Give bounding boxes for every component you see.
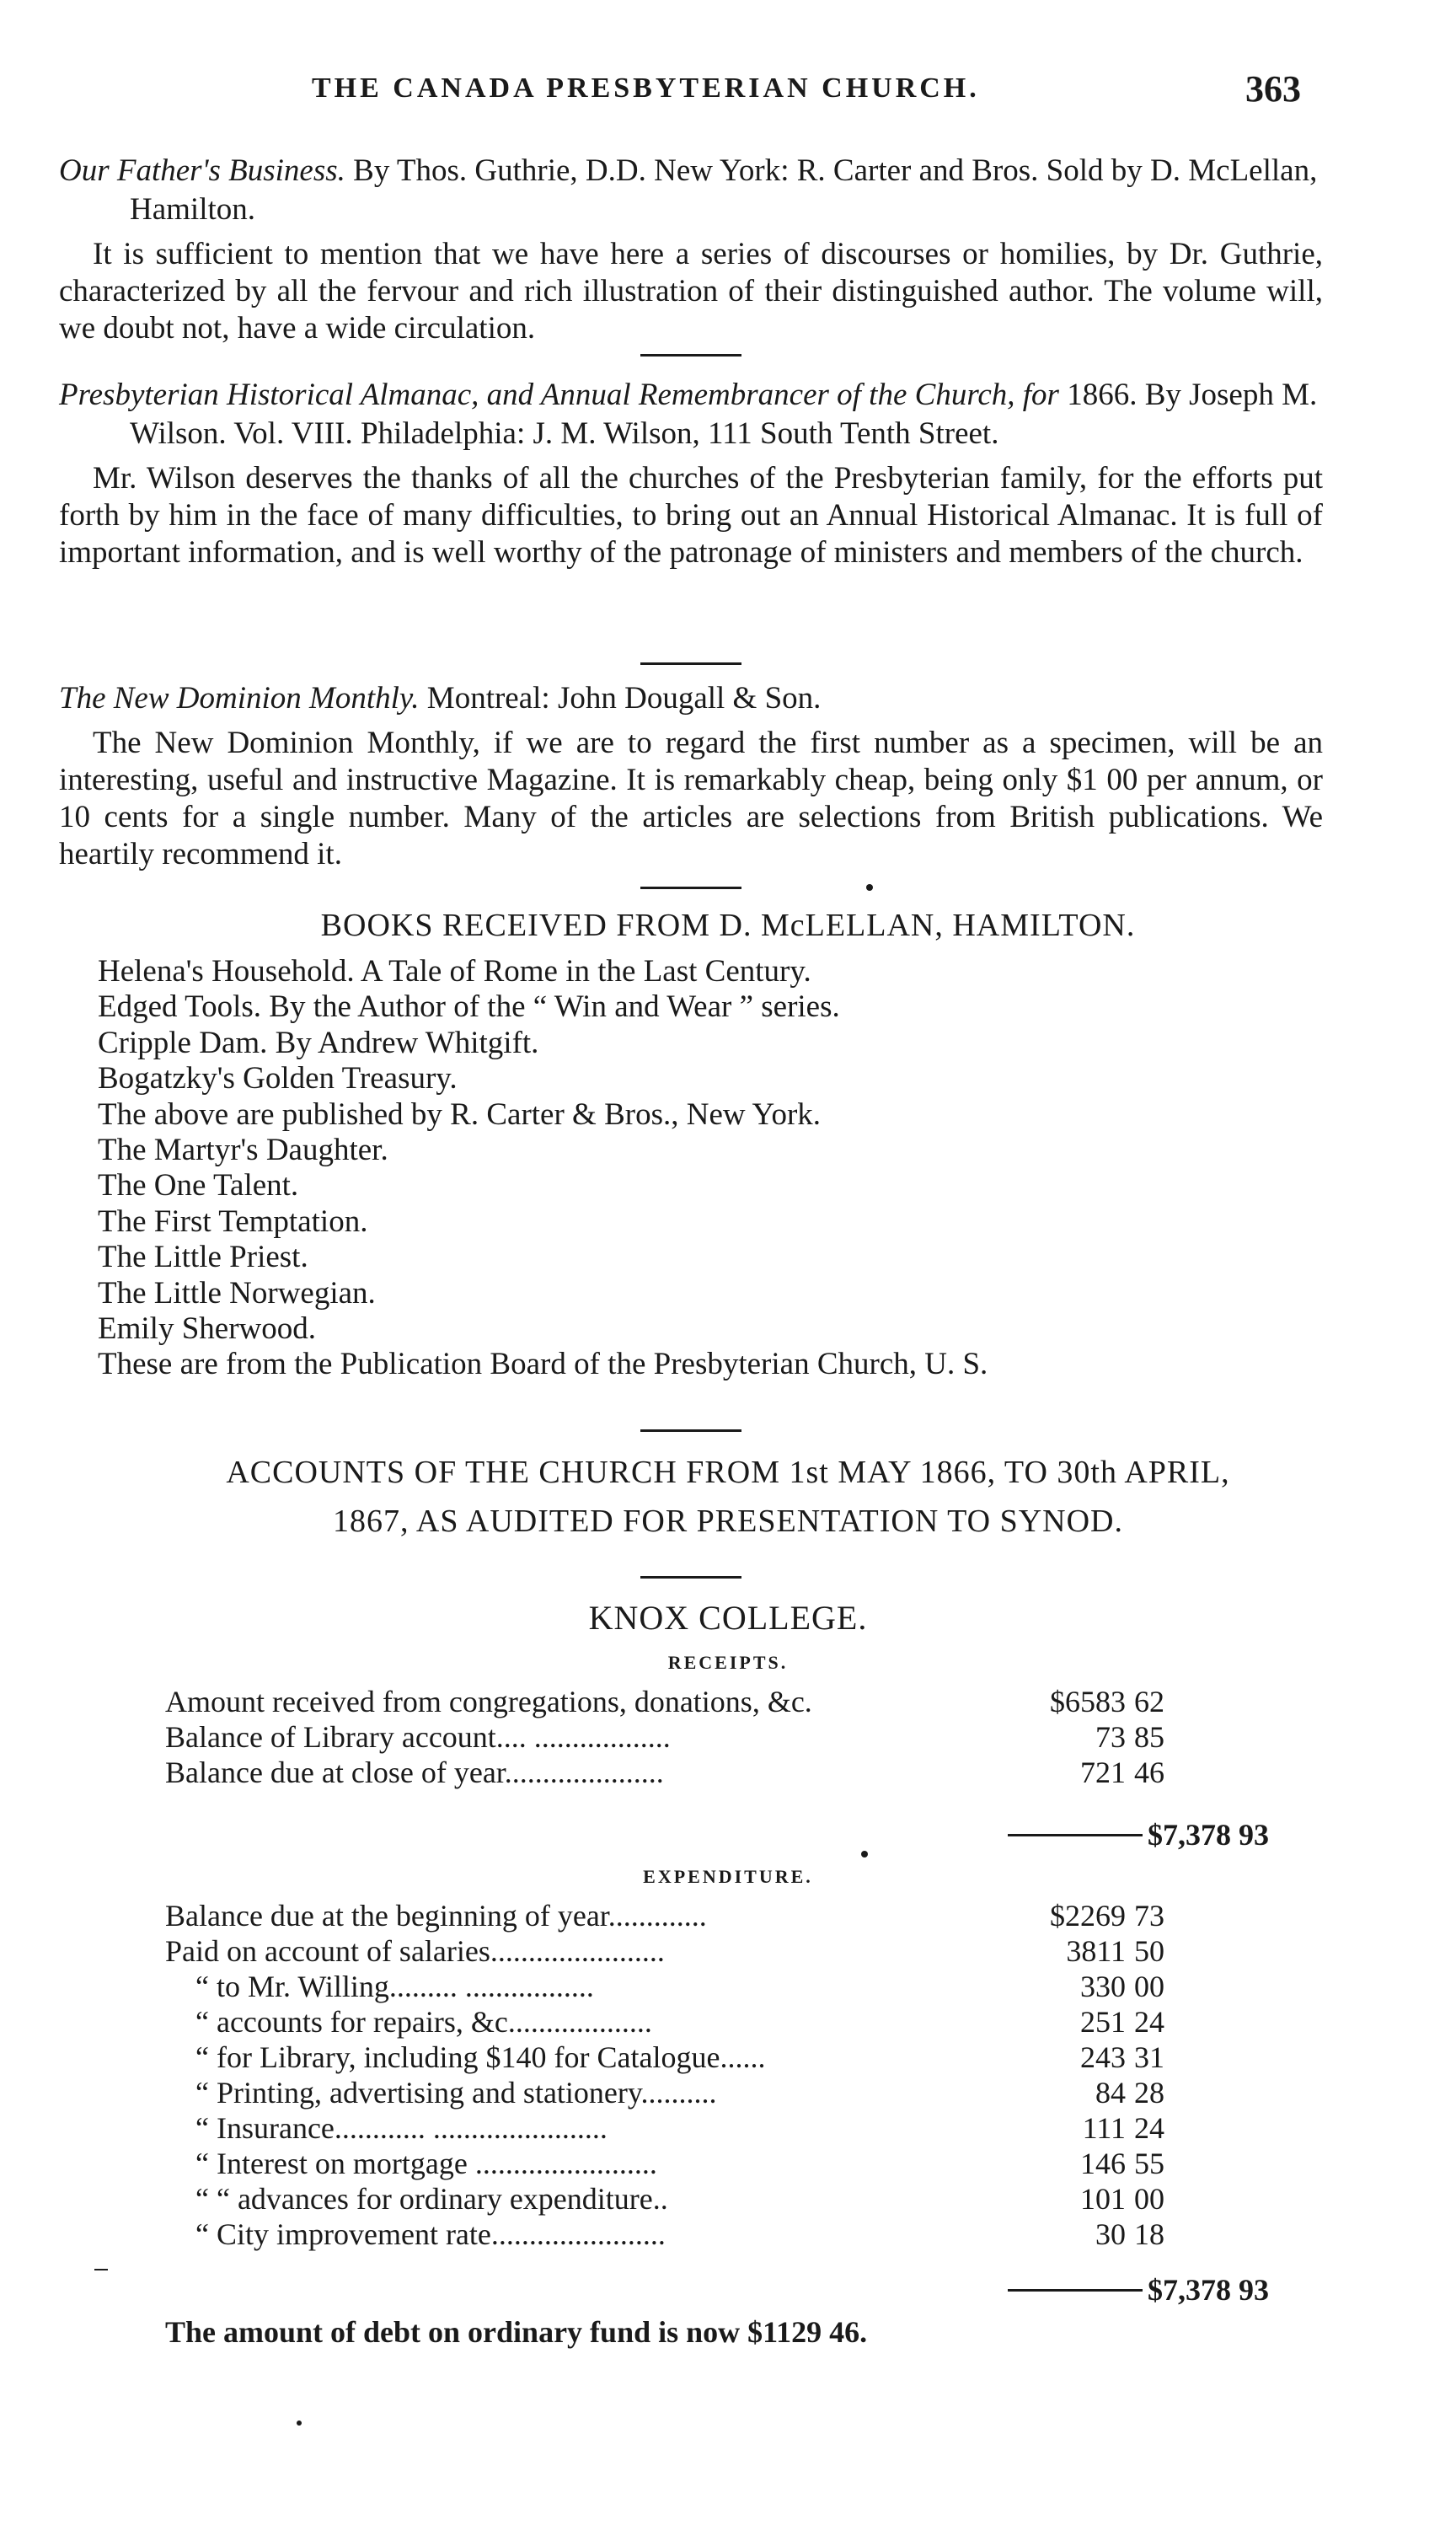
review-2 [59, 376, 1323, 571]
review-1-details: By Thos. Guthrie, D.D. New York: R. Carter and Bros. Sold by D. McLellan, Hamilton. [130, 153, 1318, 227]
receipts-ledger [165, 1684, 1362, 1790]
ledger-row [165, 2040, 1362, 2075]
receipts-total: $7,378 93 [1148, 1818, 1269, 1852]
ledger-cents: 85 [1134, 1720, 1164, 1754]
ledger-cents: 00 [1134, 1970, 1164, 2003]
receipts-total-rule [1008, 1834, 1143, 1836]
book-list-item: The Martyr's Daughter. [98, 1133, 388, 1168]
review-1-body: It is sufficient to mention that we have here a series of discourses or homilies, by Dr. Guthrie, characterized by all the fervour and rich illustration of their distinguished author. The volume will, we doubt not, have a wide circulation. [59, 237, 1323, 346]
ledger-row [165, 1719, 1362, 1755]
ledger-item: Paid on account of salaries....................... [165, 1934, 665, 1968]
book-list-item: Cripple Dam. By Andrew Whitgift. [98, 1025, 539, 1060]
ledger-row [165, 1684, 1362, 1719]
ledger-item: Amount received from congregations, donations, &c. [165, 1685, 812, 1718]
section-divider [640, 354, 741, 357]
section-divider [640, 887, 741, 889]
ledger-dollars: 3811 [1066, 1934, 1126, 1968]
book-list-item: The Little Priest. [98, 1240, 308, 1275]
ledger-item: Balance of Library account.... .................. [165, 1720, 671, 1754]
ledger-item: “ City improvement rate....................... [195, 2217, 666, 2251]
books-received-list [98, 954, 988, 1383]
ledger-row [165, 1898, 1362, 1933]
ledger-dollars: $2269 [1050, 1899, 1126, 1933]
book-list-item: The Little Norwegian. [98, 1275, 376, 1311]
book-list-item: Emily Sherwood. [98, 1311, 316, 1347]
running-title: THE CANADA PRESBYTERIAN CHURCH. [312, 72, 980, 104]
review-1-citation [59, 152, 1323, 229]
accounts-heading [0, 1448, 1456, 1546]
ledger-dollars: 721 [1080, 1756, 1126, 1789]
ledger-item: “ to Mr. Willing......... ................. [195, 1970, 594, 2003]
review-2-title: Presbyterian Historical Almanac, and Annual Remembrancer of the Church, for [59, 378, 1059, 412]
ledger-item: “ “ advances for ordinary expenditure.. [195, 2182, 668, 2216]
ledger-cents: 00 [1134, 2182, 1164, 2216]
review-1-title: Our Father's Business. [59, 153, 345, 188]
ledger-item: Balance due at the beginning of year............. [165, 1899, 707, 1933]
book-list-item: Bogatzky's Golden Treasury. [98, 1061, 458, 1096]
ledger-cents: 46 [1134, 1756, 1164, 1789]
review-2-details: 1866. By Joseph M. Wilson. Vol. VIII. Philadelphia: J. M. Wilson, 111 South Tenth Street. [130, 378, 1318, 451]
ledger-dollars: 111 [1082, 2111, 1126, 2145]
ledger-row [165, 2075, 1362, 2110]
review-3 [59, 679, 1323, 873]
page-header [0, 67, 1456, 118]
ledger-item: “ for Library, including $140 for Catalogue...... [195, 2040, 766, 2074]
ledger-dollars: 243 [1080, 2040, 1126, 2074]
ledger-dollars: $6583 [1050, 1685, 1126, 1718]
review-1 [59, 152, 1323, 347]
ledger-cents: 31 [1134, 2040, 1164, 2074]
review-2-citation [59, 376, 1323, 453]
receipts-label: RECEIPTS. [667, 1652, 789, 1673]
review-2-body: Mr. Wilson deserves the thanks of all the churches of the Presbyterian family, for the efforts put forth by him in the face of many difficulties, to bring out an Annual Historical Almanac. It is full of important information, and is well worthy of the patronage of ministers and members of the church. [59, 461, 1323, 570]
expenditure-ledger [165, 1898, 1362, 2252]
print-speck [861, 1851, 868, 1858]
review-3-body: The New Dominion Monthly, if we are to regard the first number as a specimen, will be an interesting, useful and instructive Magazine. It is remarkably cheap, being only $1 00 per annum, or 10 cents for a single number. Many of the articles are selections from British publications. We heartily recommend it. [59, 726, 1323, 871]
ledger-row [165, 1969, 1362, 2004]
section-divider [640, 1429, 741, 1432]
ledger-dollars: 30 [1095, 2217, 1126, 2251]
ledger-dollars: 101 [1080, 2182, 1126, 2216]
print-speck [866, 884, 873, 891]
college-heading: KNOX COLLEGE. [588, 1599, 868, 1637]
section-divider [640, 1576, 741, 1579]
ledger-cents: 62 [1134, 1685, 1164, 1718]
book-list-item: These are from the Publication Board of the Presbyterian Church, U. S. [98, 1347, 988, 1382]
accounts-heading-line-1: ACCOUNTS OF THE CHURCH FROM 1st MAY 1866, TO 30th APRIL, [226, 1455, 1230, 1490]
book-list-item: Helena's Household. A Tale of Rome in the Last Century. [98, 954, 811, 989]
book-list-item: The above are published by R. Carter & Bros., New York. [98, 1096, 822, 1132]
accounts-heading-line-2: 1867, AS AUDITED FOR PRESENTATION TO SYNOD. [333, 1504, 1123, 1539]
ledger-row [165, 2110, 1362, 2146]
ledger-dollars: 146 [1080, 2147, 1126, 2180]
ledger-cents: 50 [1134, 1934, 1164, 1968]
ledger-row [165, 2181, 1362, 2217]
ledger-item: “ accounts for repairs, &c................... [195, 2005, 652, 2039]
ledger-item: “ Printing, advertising and stationery.......... [195, 2076, 717, 2110]
ledger-item: Balance due at close of year..................... [165, 1756, 664, 1789]
ledger-dollars: 84 [1095, 2076, 1126, 2110]
book-list-item: Edged Tools. By the Author of the “ Win and Wear ” series. [98, 989, 840, 1025]
ledger-dollars: 73 [1095, 1720, 1126, 1754]
ledger-cents: 28 [1134, 2076, 1164, 2110]
book-list-item: The One Talent. [98, 1168, 299, 1204]
ledger-dollars: 251 [1080, 2005, 1126, 2039]
margin-mark [94, 2269, 108, 2270]
books-received-heading: BOOKS RECEIVED FROM D. McLELLAN, HAMILTON. [320, 908, 1136, 943]
expenditure-label: EXPENDITURE. [643, 1866, 813, 1887]
ledger-cents: 73 [1134, 1899, 1164, 1933]
review-3-title: The New Dominion Monthly. [59, 681, 420, 716]
print-speck [297, 2420, 302, 2426]
ledger-row [165, 1755, 1362, 1790]
ledger-row [165, 2004, 1362, 2040]
book-list-item: The First Temptation. [98, 1204, 368, 1239]
ledger-dollars: 330 [1080, 1970, 1126, 2003]
ledger-row [165, 2146, 1362, 2181]
ledger-item: “ Insurance............ ....................... [195, 2111, 608, 2145]
page-number: 363 [1245, 68, 1301, 110]
review-3-citation [59, 679, 1323, 718]
ledger-item: “ Interest on mortgage ........................ [195, 2147, 657, 2180]
expenditure-total: $7,378 93 [1148, 2273, 1269, 2307]
ledger-row [165, 2217, 1362, 2252]
ledger-row [165, 1933, 1362, 1969]
review-3-details: Montreal: John Dougall & Son. [426, 681, 822, 716]
expenditure-total-rule [1008, 2289, 1143, 2292]
ledger-cents: 18 [1134, 2217, 1164, 2251]
ledger-cents: 24 [1134, 2111, 1164, 2145]
section-divider [640, 662, 741, 665]
debt-note: The amount of debt on ordinary fund is now $1129 46. [165, 2315, 868, 2349]
ledger-cents: 24 [1134, 2005, 1164, 2039]
ledger-cents: 55 [1134, 2147, 1164, 2180]
